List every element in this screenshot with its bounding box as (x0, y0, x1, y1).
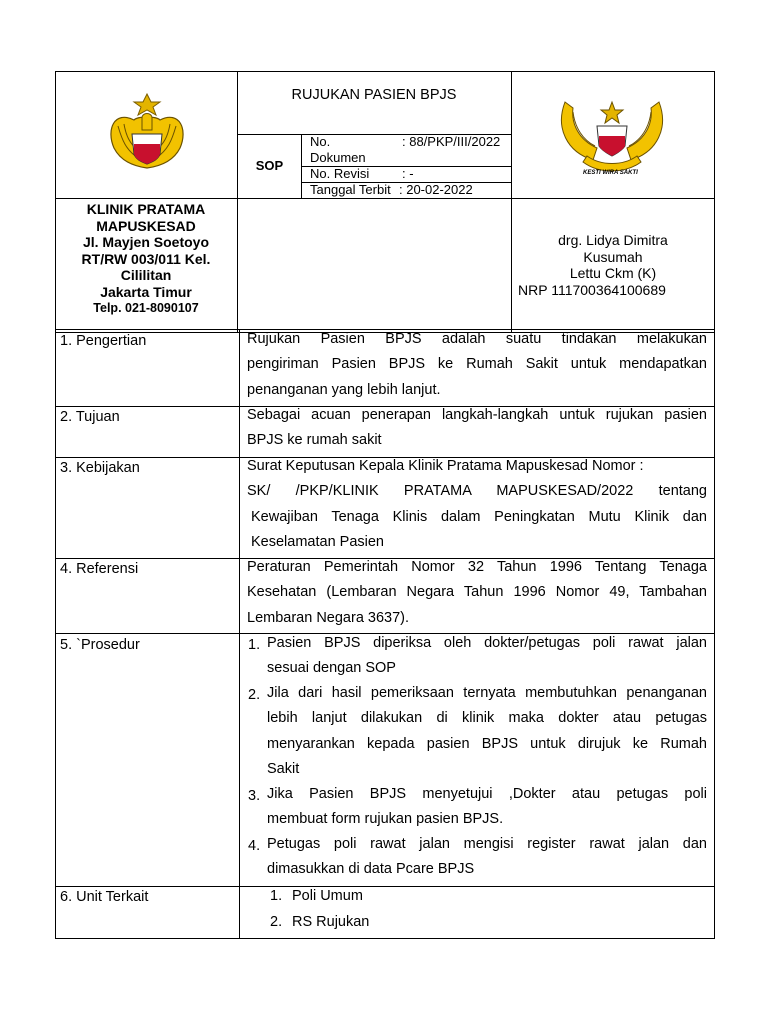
header-row-divider (55, 198, 715, 199)
clinic-info (56, 201, 236, 316)
doc-number-label-2: Dokumen (310, 150, 366, 165)
garuda-emblem-icon (104, 90, 190, 172)
step-number: 3. (248, 788, 261, 804)
signatory-block (512, 232, 714, 282)
text-line: SK/ /PKP/KLINIK PRATAMA MAPUSKESAD/2022 tentang (247, 483, 707, 500)
section-label-prosedur: 5. `Prosedur (60, 637, 140, 653)
text-line: sesuai dengan SOP (267, 660, 396, 677)
issue-date-value: : 20-02-2022 (399, 182, 473, 197)
section-label-referensi: 4. Referensi (60, 561, 139, 577)
text-line: Keselamatan Pasien (251, 533, 384, 550)
section-text-kebijakan (247, 454, 707, 555)
text-line: Sakit (267, 760, 300, 777)
header-divider-right (511, 71, 512, 333)
procedure-step-1 (267, 631, 707, 682)
text-line: Surat Keputusan Kepala Klinik Pratama Mapuskesad Nomor : (247, 458, 644, 474)
text-line: Kewajiban Tenaga Klinis dalam Peningkatan Mutu Klinik dan (251, 508, 707, 525)
section-label-tujuan: 2. Tujuan (60, 409, 120, 425)
text-line: Sebagai acuan penerapan langkah-langkah untuk rujukan pasien (247, 407, 707, 423)
revision-label: No. Revisi (310, 166, 370, 181)
clinic-name-line-2: MAPUSKESAD (96, 217, 196, 234)
revision-value: : - (402, 166, 414, 181)
step-number: 1. (248, 637, 261, 653)
text-line: Jika Pasien BPJS menyetujui ,Dokter atau petugas poli (267, 786, 707, 802)
clinic-address-line-2: RT/RW 003/011 Kel. (81, 250, 211, 267)
doc-number-label: No. (310, 134, 331, 149)
unit-item: RS Rujukan (292, 914, 370, 930)
unit-number: 2. (270, 914, 283, 930)
procedure-step-3 (267, 782, 707, 833)
section-label-kebijakan: 3. Kebijakan (60, 460, 140, 476)
text-line: Jila dari hasil pemeriksaan ternyata membutuhkan penanganan (267, 685, 707, 701)
section-label-pengertian: 1. Pengertian (60, 333, 147, 349)
step-number: 2. (248, 687, 261, 703)
doc-number-value: : 88/PKP/III/2022 (402, 134, 501, 149)
text-line: Peraturan Pemerintah Nomor 32 Tahun 1996 Tentang Tenaga (247, 559, 707, 575)
document-title: RUJUKAN PASIEN BPJS (291, 87, 457, 103)
procedure-step-2 (267, 681, 707, 782)
section-text-referensi (247, 555, 707, 631)
text-line: Pasien BPJS diperiksa oleh dokter/petugas poli rawat jalan (267, 635, 707, 651)
text-line: Lembaran Negara 3637). (247, 609, 410, 626)
signatory-name-line-2: Kusumah (583, 248, 643, 265)
text-line: penanganan yang lebih lanjut. (247, 381, 441, 398)
sop-label: SOP (255, 158, 284, 173)
text-line: BPJS ke rumah sakit (247, 432, 382, 449)
text-line: menyarankan kepada pasien BPJS untuk dirujuk ke Rumah (267, 735, 707, 752)
signatory-nrp: NRP 111700364100689 (518, 282, 666, 298)
text-line: membuat form rujukan pasien BPJS. (267, 811, 504, 828)
step-number: 4. (248, 838, 261, 854)
clinic-address-line-3: Cililitan (120, 267, 172, 283)
unit-item: Poli Umum (292, 888, 363, 904)
clinic-name-line-1: KLINIK PRATAMA (86, 201, 206, 217)
clinic-phone: Telp. 021-8090107 (93, 301, 199, 315)
text-line: Kesehatan (Lembaran Negara Tahun 1996 Nomor 49, Tambahan (247, 584, 707, 601)
unit-number: 1. (270, 888, 283, 904)
clinic-address-line-1: Jl. Mayjen Soetoyo (82, 234, 210, 250)
section-text-tujuan (247, 403, 707, 454)
section-label-unit-terkait: 6. Unit Terkait (60, 889, 149, 905)
signatory-name-line-1: drg. Lidya Dimitra (558, 232, 668, 248)
text-line: pengiriman Pasien BPJS ke Rumah Sakit untuk mendapatkan (247, 356, 707, 373)
procedure-step-4 (267, 832, 707, 883)
header-divider-left (237, 71, 238, 333)
emblem-motto: KESTI WIRA SAKTI (583, 170, 638, 176)
text-line: lebih lanjut dilakukan di klinik maka dokter atau petugas (267, 710, 707, 727)
section-text-pengertian (247, 327, 707, 403)
text-line: Petugas poli rawat jalan mengisi register rawat jalan dan (267, 836, 707, 852)
clinic-city: Jakarta Timur (100, 283, 192, 300)
issue-date-label: Tanggal Terbit (310, 182, 391, 197)
text-line: dimasukkan di data Pcare BPJS (267, 861, 475, 878)
signatory-rank: Lettu Ckm (K) (569, 265, 657, 281)
content-column-divider (239, 329, 240, 939)
text-line: Rujukan Pasien BPJS adalah suatu tindakan melakukan (247, 331, 707, 347)
